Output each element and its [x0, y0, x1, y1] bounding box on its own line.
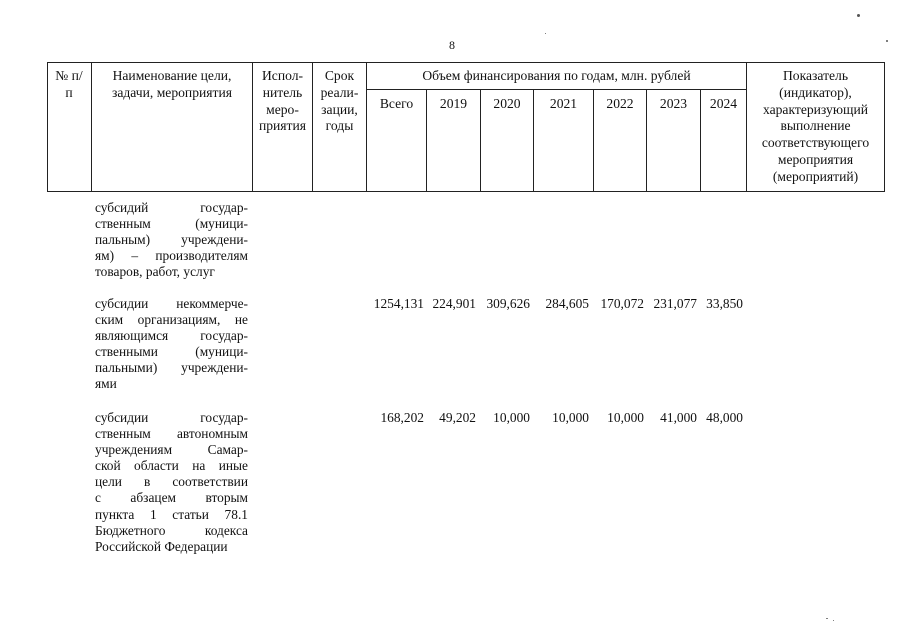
row-2-name: субсидии некоммерче- ским организациям, не являющимся государ- ственными (муници- пальными) учреждени- ями — [95, 296, 248, 392]
header-year-2022: 2022 — [606, 96, 634, 111]
row-3-2024: 48,000 — [706, 410, 743, 425]
header-col-name: Наименование цели, задачи, мероприятия — [111, 68, 232, 100]
row-2-2021: 284,605 — [545, 296, 589, 311]
scan-speck — [833, 620, 834, 621]
row-2-2024: 33,850 — [706, 296, 743, 311]
row-2-total: 1254,131 — [373, 296, 424, 311]
header-year-2019: 2019 — [439, 96, 468, 111]
row-1-name: субсидий государ- ственным (муници- пальным) учреждени- ям) – производителям товаров, работ, услуг — [95, 200, 248, 280]
header-year-2020: 2020 — [493, 96, 521, 111]
header-col-indicator: Показатель (индикатор), характеризующий выполнение соответствующего мероприятия (мероприятий) — [761, 68, 870, 184]
scan-speck — [857, 14, 860, 17]
row-3-total: 168,202 — [380, 410, 424, 425]
row-3-2022: 10,000 — [607, 410, 644, 425]
scan-speck — [545, 33, 546, 34]
header-year-2024: 2024 — [709, 96, 738, 111]
scan-speck — [886, 40, 888, 42]
row-2-2019: 224,901 — [432, 296, 476, 311]
row-2-2022: 170,072 — [600, 296, 644, 311]
header-col-term: Срок реали- зации, годы — [320, 68, 359, 134]
row-3-2021: 10,000 — [552, 410, 589, 425]
row-3-2019: 49,202 — [439, 410, 476, 425]
scan-speck — [826, 618, 828, 619]
row-2-2023: 231,077 — [653, 296, 697, 311]
page-number: 8 — [449, 38, 455, 52]
header-col-number: № п/п — [55, 68, 83, 100]
header-col-funding: Объем финансирования по годам, млн. рублей — [422, 68, 691, 83]
header-col-total: Всего — [379, 96, 414, 111]
header-year-2021: 2021 — [549, 96, 578, 111]
header-year-2023: 2023 — [659, 96, 688, 111]
header-col-executor: Испол- нитель меро- приятия — [258, 68, 307, 134]
row-2-2020: 309,626 — [486, 296, 530, 311]
row-3-name: субсидии государ- ственным автономным учреждениям Самар- ской области на иные цели в соответствии с абзацем вторым пункта 1 статьи 78.1 Бюджетного кодекса Российской Федерации — [95, 410, 248, 554]
row-3-2023: 41,000 — [660, 410, 697, 425]
row-3-2020: 10,000 — [493, 410, 530, 425]
